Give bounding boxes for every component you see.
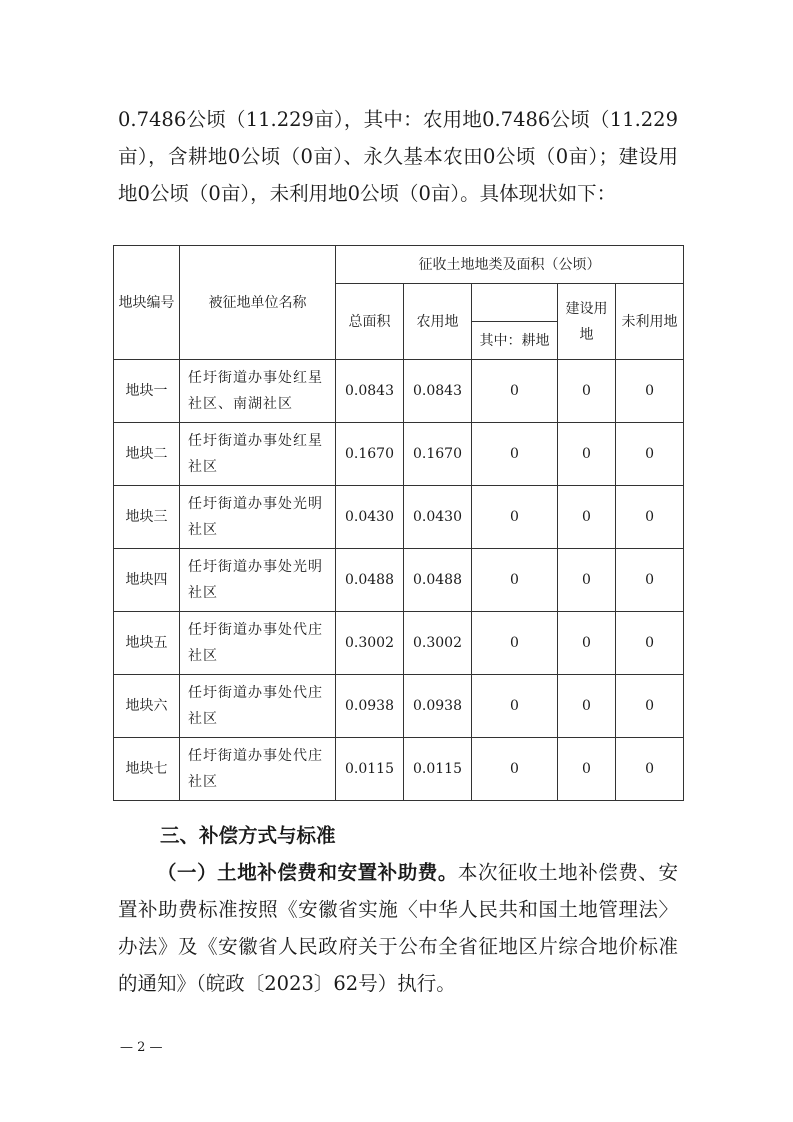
cell-agri: 0.0488 — [404, 549, 472, 612]
cell-agri: 0.0938 — [404, 675, 472, 738]
cell-cultivated: 0 — [472, 360, 558, 423]
cell-agri: 0.3002 — [404, 612, 472, 675]
cell-unused: 0 — [616, 423, 684, 486]
cell-block: 地块七 — [114, 738, 180, 801]
page-number: — 2 — — [120, 1040, 163, 1055]
cell-agri: 0.0843 — [404, 360, 472, 423]
cell-block: 地块一 — [114, 360, 180, 423]
cell-construction: 0 — [558, 675, 616, 738]
subsection-paragraph — [118, 854, 678, 1002]
table-row — [114, 675, 684, 738]
intro-paragraph: 0.7486公顷（11.229亩），其中：农用地0.7486公顷（11.229亩），含耕地0公顷（0亩）、永久基本农田0公顷（0亩）；建设用地0公顷（0亩），未利用地0公顷（0亩）。具体现状如下： — [118, 108, 678, 205]
cell-total: 0.3002 — [336, 612, 404, 675]
header-group-title: 征收土地地类及面积（公顷） — [336, 246, 684, 284]
cell-total: 0.1670 — [336, 423, 404, 486]
cell-unused: 0 — [616, 738, 684, 801]
cell-cultivated: 0 — [472, 612, 558, 675]
cell-construction: 0 — [558, 612, 616, 675]
cell-cultivated: 0 — [472, 675, 558, 738]
cell-total: 0.0430 — [336, 486, 404, 549]
subsection-body: 本次征收土地补偿费、安置补助费标准按照《安徽省实施〈中华人民共和国土地管理法〉办法》及《安徽省人民政府关于公布全省征地区片综合地价标准的通知》（皖政〔2023〕62号）执行。 — [118, 861, 678, 995]
cell-construction: 0 — [558, 738, 616, 801]
cell-unused: 0 — [616, 360, 684, 423]
cell-cultivated: 0 — [472, 549, 558, 612]
table-row — [114, 360, 684, 423]
cell-cultivated: 0 — [472, 486, 558, 549]
header-empty-cell — [472, 284, 558, 322]
header-agri-land: 农用地 — [404, 284, 472, 360]
cell-cultivated: 0 — [472, 423, 558, 486]
cell-total: 0.0115 — [336, 738, 404, 801]
table-row — [114, 423, 684, 486]
cell-unit: 任圩街道办事处代庄社区 — [180, 612, 336, 675]
cell-block: 地块二 — [114, 423, 180, 486]
cell-total: 0.0488 — [336, 549, 404, 612]
cell-unused: 0 — [616, 549, 684, 612]
cell-total: 0.0843 — [336, 360, 404, 423]
table-row — [114, 549, 684, 612]
header-cultivated-land: 其中：耕地 — [472, 322, 558, 360]
cell-agri: 0.0430 — [404, 486, 472, 549]
cell-construction: 0 — [558, 423, 616, 486]
cell-unused: 0 — [616, 612, 684, 675]
cell-construction: 0 — [558, 360, 616, 423]
cell-construction: 0 — [558, 486, 616, 549]
cell-block: 地块五 — [114, 612, 180, 675]
header-block-id: 地块编号 — [114, 246, 180, 360]
cell-block: 地块四 — [114, 549, 180, 612]
table-header-row — [114, 246, 684, 284]
cell-block: 地块三 — [114, 486, 180, 549]
cell-unit: 任圩街道办事处光明社区 — [180, 549, 336, 612]
table-row — [114, 486, 684, 549]
cell-construction: 0 — [558, 549, 616, 612]
header-unit-name: 被征地单位名称 — [180, 246, 336, 360]
table-row — [114, 612, 684, 675]
subsection-title: （一）土地补偿费和安置补助费。 — [157, 861, 458, 884]
header-total-area: 总面积 — [336, 284, 404, 360]
cell-unused: 0 — [616, 675, 684, 738]
cell-agri: 0.1670 — [404, 423, 472, 486]
cell-agri: 0.0115 — [404, 738, 472, 801]
cell-unit: 任圩街道办事处代庄社区 — [180, 675, 336, 738]
header-construction-land: 建设用地 — [558, 284, 616, 360]
cell-unit: 任圩街道办事处代庄社区 — [180, 738, 336, 801]
cell-block: 地块六 — [114, 675, 180, 738]
cell-unit: 任圩街道办事处红星社区、南湖社区 — [180, 360, 336, 423]
section-heading: 三、补偿方式与标准 — [160, 824, 336, 847]
cell-total: 0.0938 — [336, 675, 404, 738]
cell-unit: 任圩街道办事处红星社区 — [180, 423, 336, 486]
land-acquisition-table — [113, 245, 684, 801]
header-unused-land: 未利用地 — [616, 284, 684, 360]
table-row — [114, 738, 684, 801]
cell-cultivated: 0 — [472, 738, 558, 801]
cell-unit: 任圩街道办事处光明社区 — [180, 486, 336, 549]
cell-unused: 0 — [616, 486, 684, 549]
